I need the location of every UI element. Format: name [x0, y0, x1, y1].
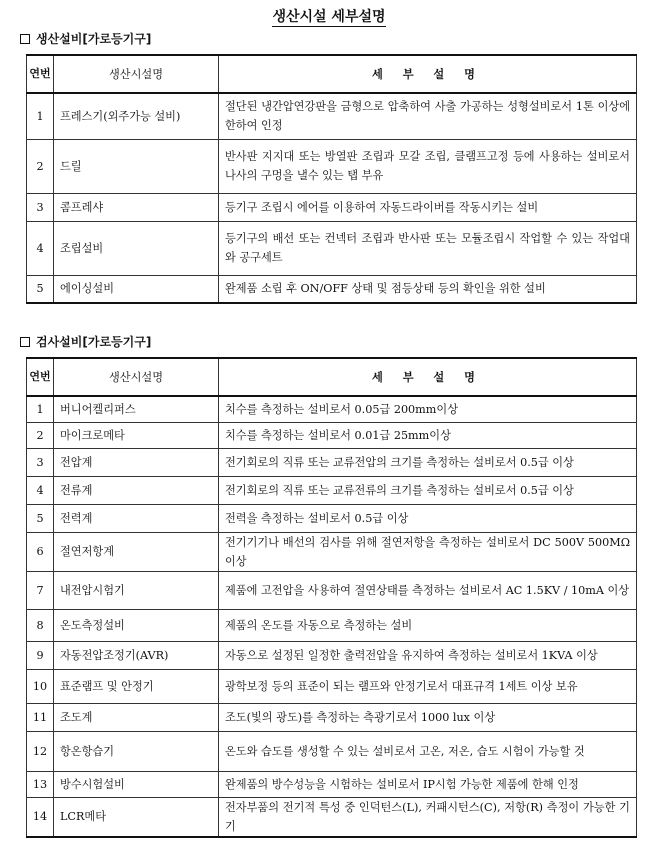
row-number: 6 [27, 532, 54, 571]
table-row [27, 93, 637, 139]
equipment-name: 에이싱설비 [54, 275, 219, 303]
equipment-name: 내전압시험기 [54, 571, 219, 609]
equipment-name: LCR메타 [54, 797, 219, 837]
equipment-name: 마이크로메타 [54, 422, 219, 448]
row-number: 8 [27, 609, 54, 641]
equipment-description: 전력을 측정하는 설비로서 0.5급 이상 [219, 504, 637, 532]
row-number: 2 [27, 139, 54, 193]
checkbox-square-icon [20, 34, 30, 44]
equipment-description: 제품에 고전압을 사용하여 절연상태를 측정하는 설비로서 AC 1.5KV / 10mA 이상 [219, 571, 637, 609]
equipment-description: 전기회로의 직류 또는 교류전압의 크기를 측정하는 설비로서 0.5급 이상 [219, 448, 637, 476]
equipment-name: 자동전압조정기(AVR) [54, 641, 219, 669]
equipment-description: 조도(빛의 광도)를 측정하는 측광기로서 1000 lux 이상 [219, 703, 637, 731]
row-number: 3 [27, 193, 54, 221]
checkbox-square-icon [20, 337, 30, 347]
table-row [27, 476, 637, 504]
table-row [27, 797, 637, 837]
table-row [27, 609, 637, 641]
row-number: 1 [27, 93, 54, 139]
table-row [27, 504, 637, 532]
equipment-name: 항온항습기 [54, 731, 219, 771]
table-row [27, 771, 637, 797]
row-number: 5 [27, 504, 54, 532]
equipment-name: 온도측정설비 [54, 609, 219, 641]
table-row [27, 422, 637, 448]
section-heading-inspection: 검사설비[가로등기구] [20, 333, 151, 350]
equipment-name: 조립설비 [54, 221, 219, 275]
row-number: 7 [27, 571, 54, 609]
table-row [27, 275, 637, 303]
row-number: 11 [27, 703, 54, 731]
table-row [27, 396, 637, 422]
equipment-description: 완제품 소립 후 ON/OFF 상태 및 점등상태 등의 확인을 위한 설비 [219, 275, 637, 303]
header-desc: 세 부 설 명 [219, 358, 637, 396]
equipment-name: 프레스기(외주가능 설비) [54, 93, 219, 139]
table-row [27, 669, 637, 703]
equipment-name: 전압계 [54, 448, 219, 476]
table-header-row [27, 55, 637, 93]
equipment-name: 전력계 [54, 504, 219, 532]
header-no: 연번 [27, 55, 54, 93]
row-number: 14 [27, 797, 54, 837]
row-number: 3 [27, 448, 54, 476]
equipment-name: 드릴 [54, 139, 219, 193]
row-number: 5 [27, 275, 54, 303]
production-equipment-table [26, 54, 637, 304]
equipment-name: 표준램프 및 안정기 [54, 669, 219, 703]
row-number: 10 [27, 669, 54, 703]
equipment-description: 치수를 측정하는 설비로서 0.05급 200mm이상 [219, 396, 637, 422]
table-row [27, 193, 637, 221]
equipment-description: 치수를 측정하는 설비로서 0.01급 25mm이상 [219, 422, 637, 448]
row-number: 4 [27, 476, 54, 504]
equipment-description: 전기기기나 배선의 검사를 위해 절연저항을 측정하는 설비로서 DC 500V 500MΩ 이상 [219, 532, 637, 571]
equipment-name: 조도계 [54, 703, 219, 731]
row-number: 1 [27, 396, 54, 422]
equipment-description: 제품의 온도를 자동으로 측정하는 설비 [219, 609, 637, 641]
table-row [27, 571, 637, 609]
equipment-description: 자동으로 설정된 일정한 출력전압을 유지하여 측정하는 설비로서 1KVA 이상 [219, 641, 637, 669]
equipment-name: 절연저항계 [54, 532, 219, 571]
page-title: 생산시설 세부설명 [272, 9, 386, 25]
table-row [27, 221, 637, 275]
equipment-description: 등기구 조립시 에어를 이용하여 자동드라이버를 작동시키는 설비 [219, 193, 637, 221]
section-heading-production: 생산설비[가로등기구] [20, 30, 151, 47]
header-name: 생산시설명 [54, 55, 219, 93]
equipment-description: 반사판 지지대 또는 방열판 조립과 모갈 조립, 클램프고정 등에 사용하는 설비로서 나사의 구멍을 낼수 있는 탭 부유 [219, 139, 637, 193]
equipment-description: 완제품의 방수성능을 시험하는 설비로서 IP시험 가능한 제품에 한해 인정 [219, 771, 637, 797]
row-number: 9 [27, 641, 54, 669]
table-row [27, 641, 637, 669]
header-desc: 세 부 설 명 [219, 55, 637, 93]
row-number: 13 [27, 771, 54, 797]
header-no: 연번 [27, 358, 54, 396]
equipment-description: 전기회로의 직류 또는 교류전류의 크기를 측정하는 설비로서 0.5급 이상 [219, 476, 637, 504]
equipment-description: 전자부품의 전기적 특성 중 인덕턴스(L), 커패시턴스(C), 저항(R) 측정이 가능한 기기 [219, 797, 637, 837]
table-row [27, 731, 637, 771]
table-row [27, 139, 637, 193]
equipment-name: 방수시험설비 [54, 771, 219, 797]
equipment-name: 전류계 [54, 476, 219, 504]
equipment-description: 온도와 습도를 생성할 수 있는 설비로서 고온, 저온, 습도 시험이 가능할 것 [219, 731, 637, 771]
equipment-description: 광학보정 등의 표준이 되는 램프와 안정기로서 대표규격 1세트 이상 보유 [219, 669, 637, 703]
row-number: 2 [27, 422, 54, 448]
table-row [27, 703, 637, 731]
equipment-name: 버니어켈리퍼스 [54, 396, 219, 422]
inspection-equipment-table [26, 357, 637, 838]
table-header-row [27, 358, 637, 396]
equipment-description: 등기구의 배선 또는 컨넥터 조립과 반사판 또는 모듈조립시 작업할 수 있는 작업대와 공구세트 [219, 221, 637, 275]
table-row [27, 532, 637, 571]
row-number: 12 [27, 731, 54, 771]
header-name: 생산시설명 [54, 358, 219, 396]
row-number: 4 [27, 221, 54, 275]
table-row [27, 448, 637, 476]
equipment-name: 콤프레샤 [54, 193, 219, 221]
equipment-description: 절단된 냉간압연강판을 금형으로 압축하여 사출 가공하는 성형설비로서 1톤 이상에 한하여 인정 [219, 93, 637, 139]
